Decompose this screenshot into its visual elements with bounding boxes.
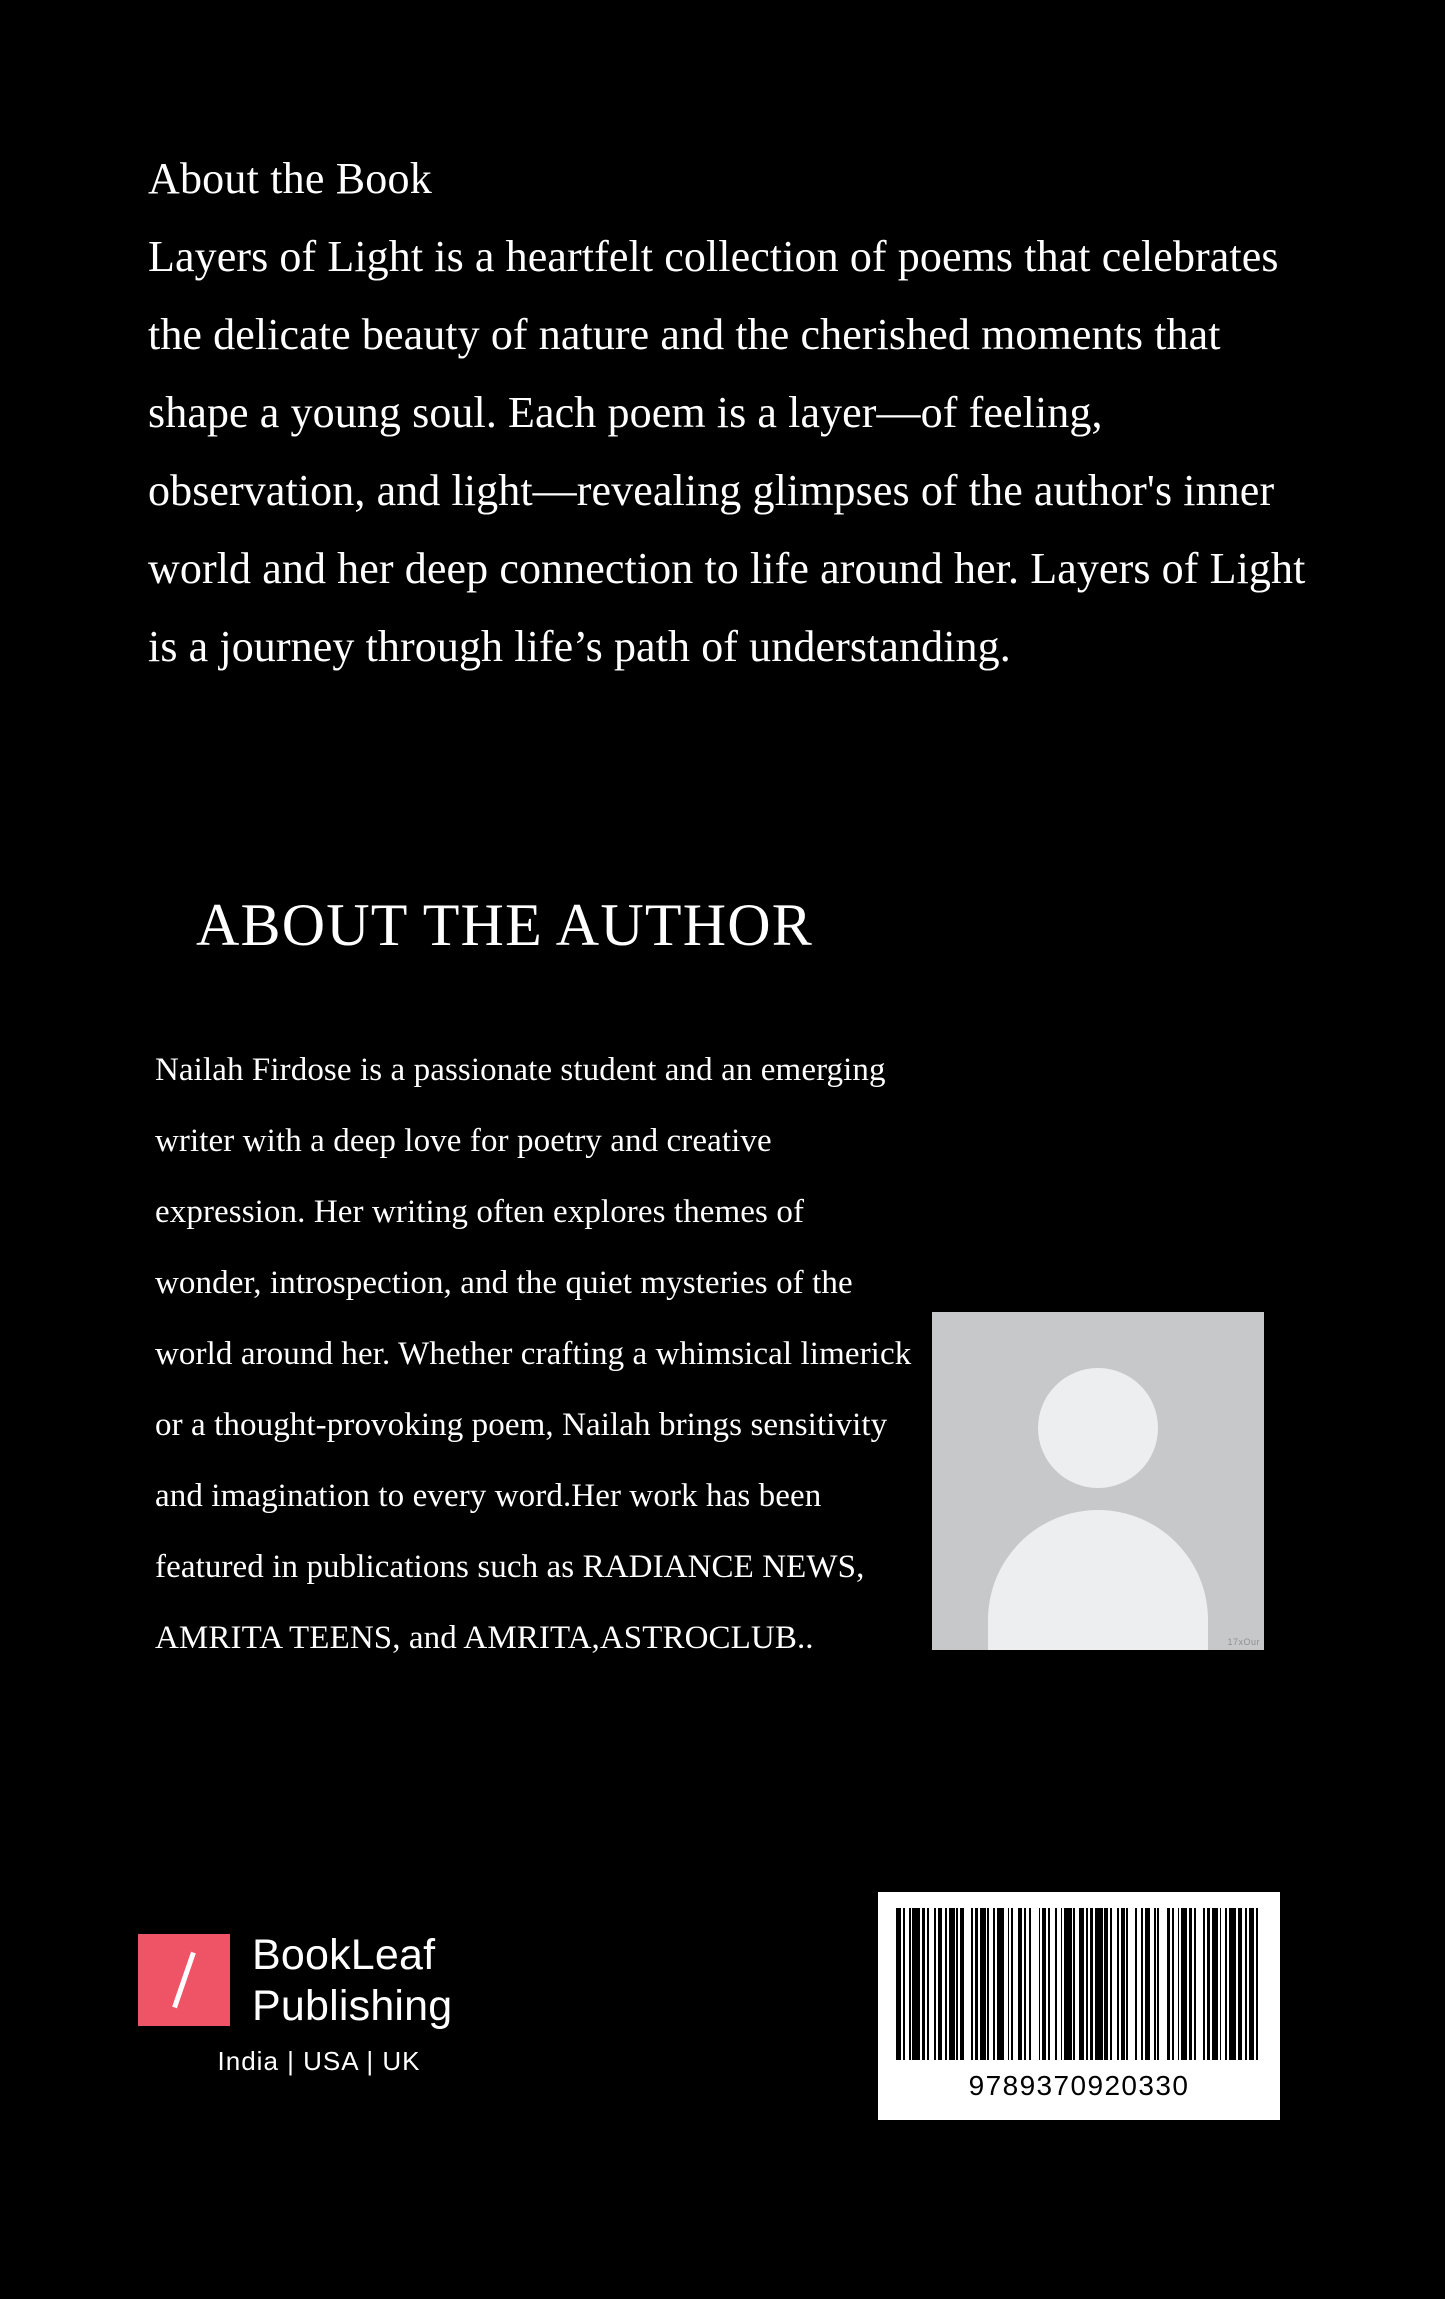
barcode-isbn-number: 9789370920330 [968,2070,1190,2101]
barcode-bars [896,1908,1262,2060]
about-the-book-section [148,140,1318,686]
photo-corner-watermark: 17xOur [1227,1637,1260,1647]
person-placeholder-icon-head [1038,1368,1158,1488]
publisher-name [252,1930,452,2032]
publisher-logo-row [138,1930,538,2032]
about-the-book-body: Layers of Light is a heartfelt collection of poems that celebrates the delicate beauty of nature and the cherished moments that shape a young soul. Each poem is a layer—of feeling, observation, and light—revealing glimpses of the author's inner world and her deep connection to life around her. Layers of Light is a journey through life’s path of understanding. [148,232,1306,671]
about-the-author-heading: ABOUT THE AUTHOR [196,892,814,958]
about-the-author-body: Nailah Firdose is a passionate student and an emerging writer with a deep love for poetry and creative expression. Her writing often explores themes of wonder, introspection, and the quiet mysteries of the world around her. Whether crafting a whimsical limerick or a thought-provoking poem, Nailah brings sensitivity and imagination to every word.Her work has been featured in publications such as RADIANCE NEWS, AMRITA TEENS, and AMRITA,ASTROCLUB.. [155,1052,912,1656]
author-photo-placeholder [932,1312,1264,1650]
slash-logo-stroke [172,1952,196,2008]
publisher-name-line-1: BookLeaf [252,1931,436,1979]
person-placeholder-icon-body [988,1510,1208,1650]
about-the-book-heading: About the Book [148,154,432,203]
publisher-logo [138,1930,538,2077]
slash-logo-icon [138,1934,230,2026]
publisher-name-line-2: Publishing [252,1982,453,2030]
barcode-icon [878,1892,1280,2120]
publisher-regions: India | USA | UK [217,2046,421,2076]
